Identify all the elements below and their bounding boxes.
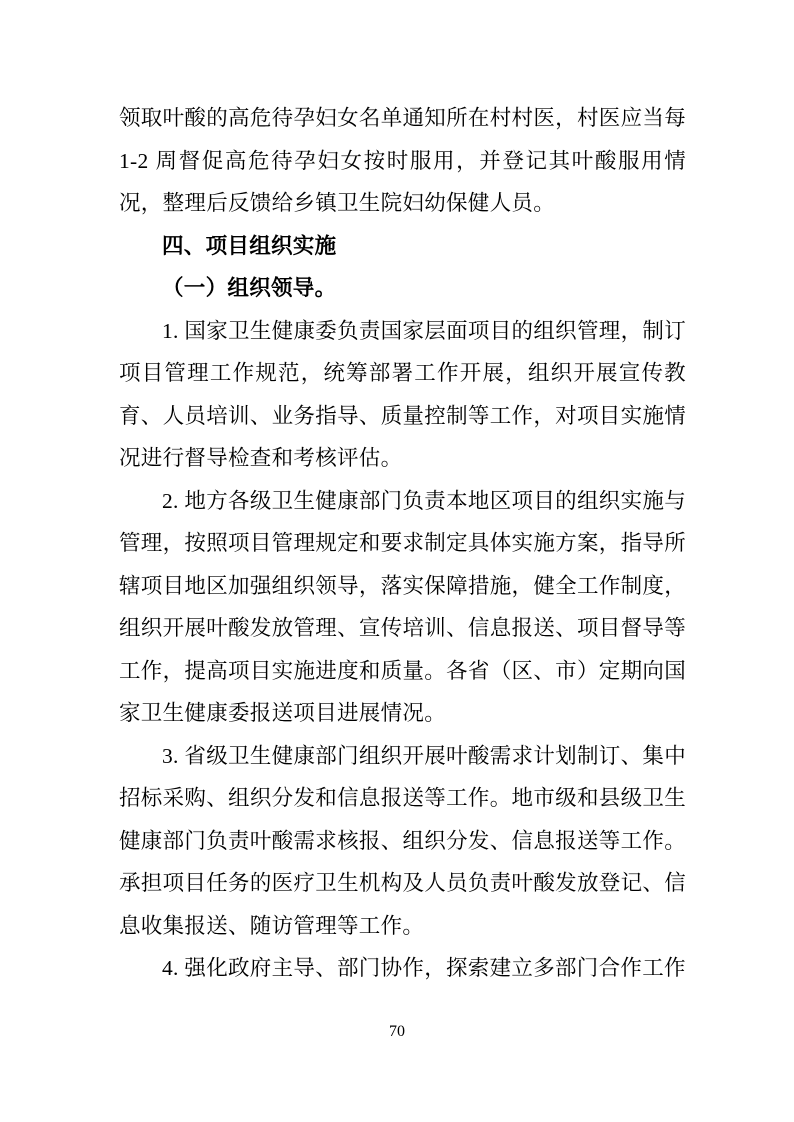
paragraph: 2. 地方各级卫生健康部门负责本地区项目的组织实施与管理，按照项目管理规定和要求制定具体实施方案，指导所辖项目地区加强组织领导，落实保障措施，健全工作制度，组织开展叶酸发放管理、宣传培训、信息报送、项目督导等工作，提高项目实施进度和质量。各省（区、市）定期向国家卫生健康委报送项目进展情况。 bbox=[119, 488, 686, 725]
page-number: 70 bbox=[389, 1023, 405, 1040]
page-footer bbox=[0, 1022, 794, 1042]
document-body bbox=[119, 97, 686, 990]
subsection-heading: （一）组织领导。 bbox=[162, 276, 337, 300]
continued-paragraph: 领取叶酸的高危待孕妇女名单通知所在村村医，村医应当每1-2 周督促高危待孕妇女按时服用，并登记其叶酸服用情况，整理后反馈给乡镇卫生院妇幼保健人员。 bbox=[119, 106, 686, 215]
paragraph: 1. 国家卫生健康委负责国家层面项目的组织管理，制订项目管理工作规范，统筹部署工作开展，组织开展宣传教育、人员培训、业务指导、质量控制等工作，对项目实施情况进行督导检查和考核评估。 bbox=[119, 318, 686, 470]
paragraph: 3. 省级卫生健康部门组织开展叶酸需求计划制订、集中招标采购、组织分发和信息报送等工作。地市级和县级卫生健康部门负责叶酸需求核报、组织分发、信息报送等工作。承担项目任务的医疗卫生机构及人员负责叶酸发放登记、信息收集报送、随访管理等工作。 bbox=[119, 743, 686, 938]
paragraph: 4. 强化政府主导、部门协作，探索建立多部门合作工作 bbox=[162, 956, 686, 980]
section-heading: 四、项目组织实施 bbox=[162, 233, 337, 258]
